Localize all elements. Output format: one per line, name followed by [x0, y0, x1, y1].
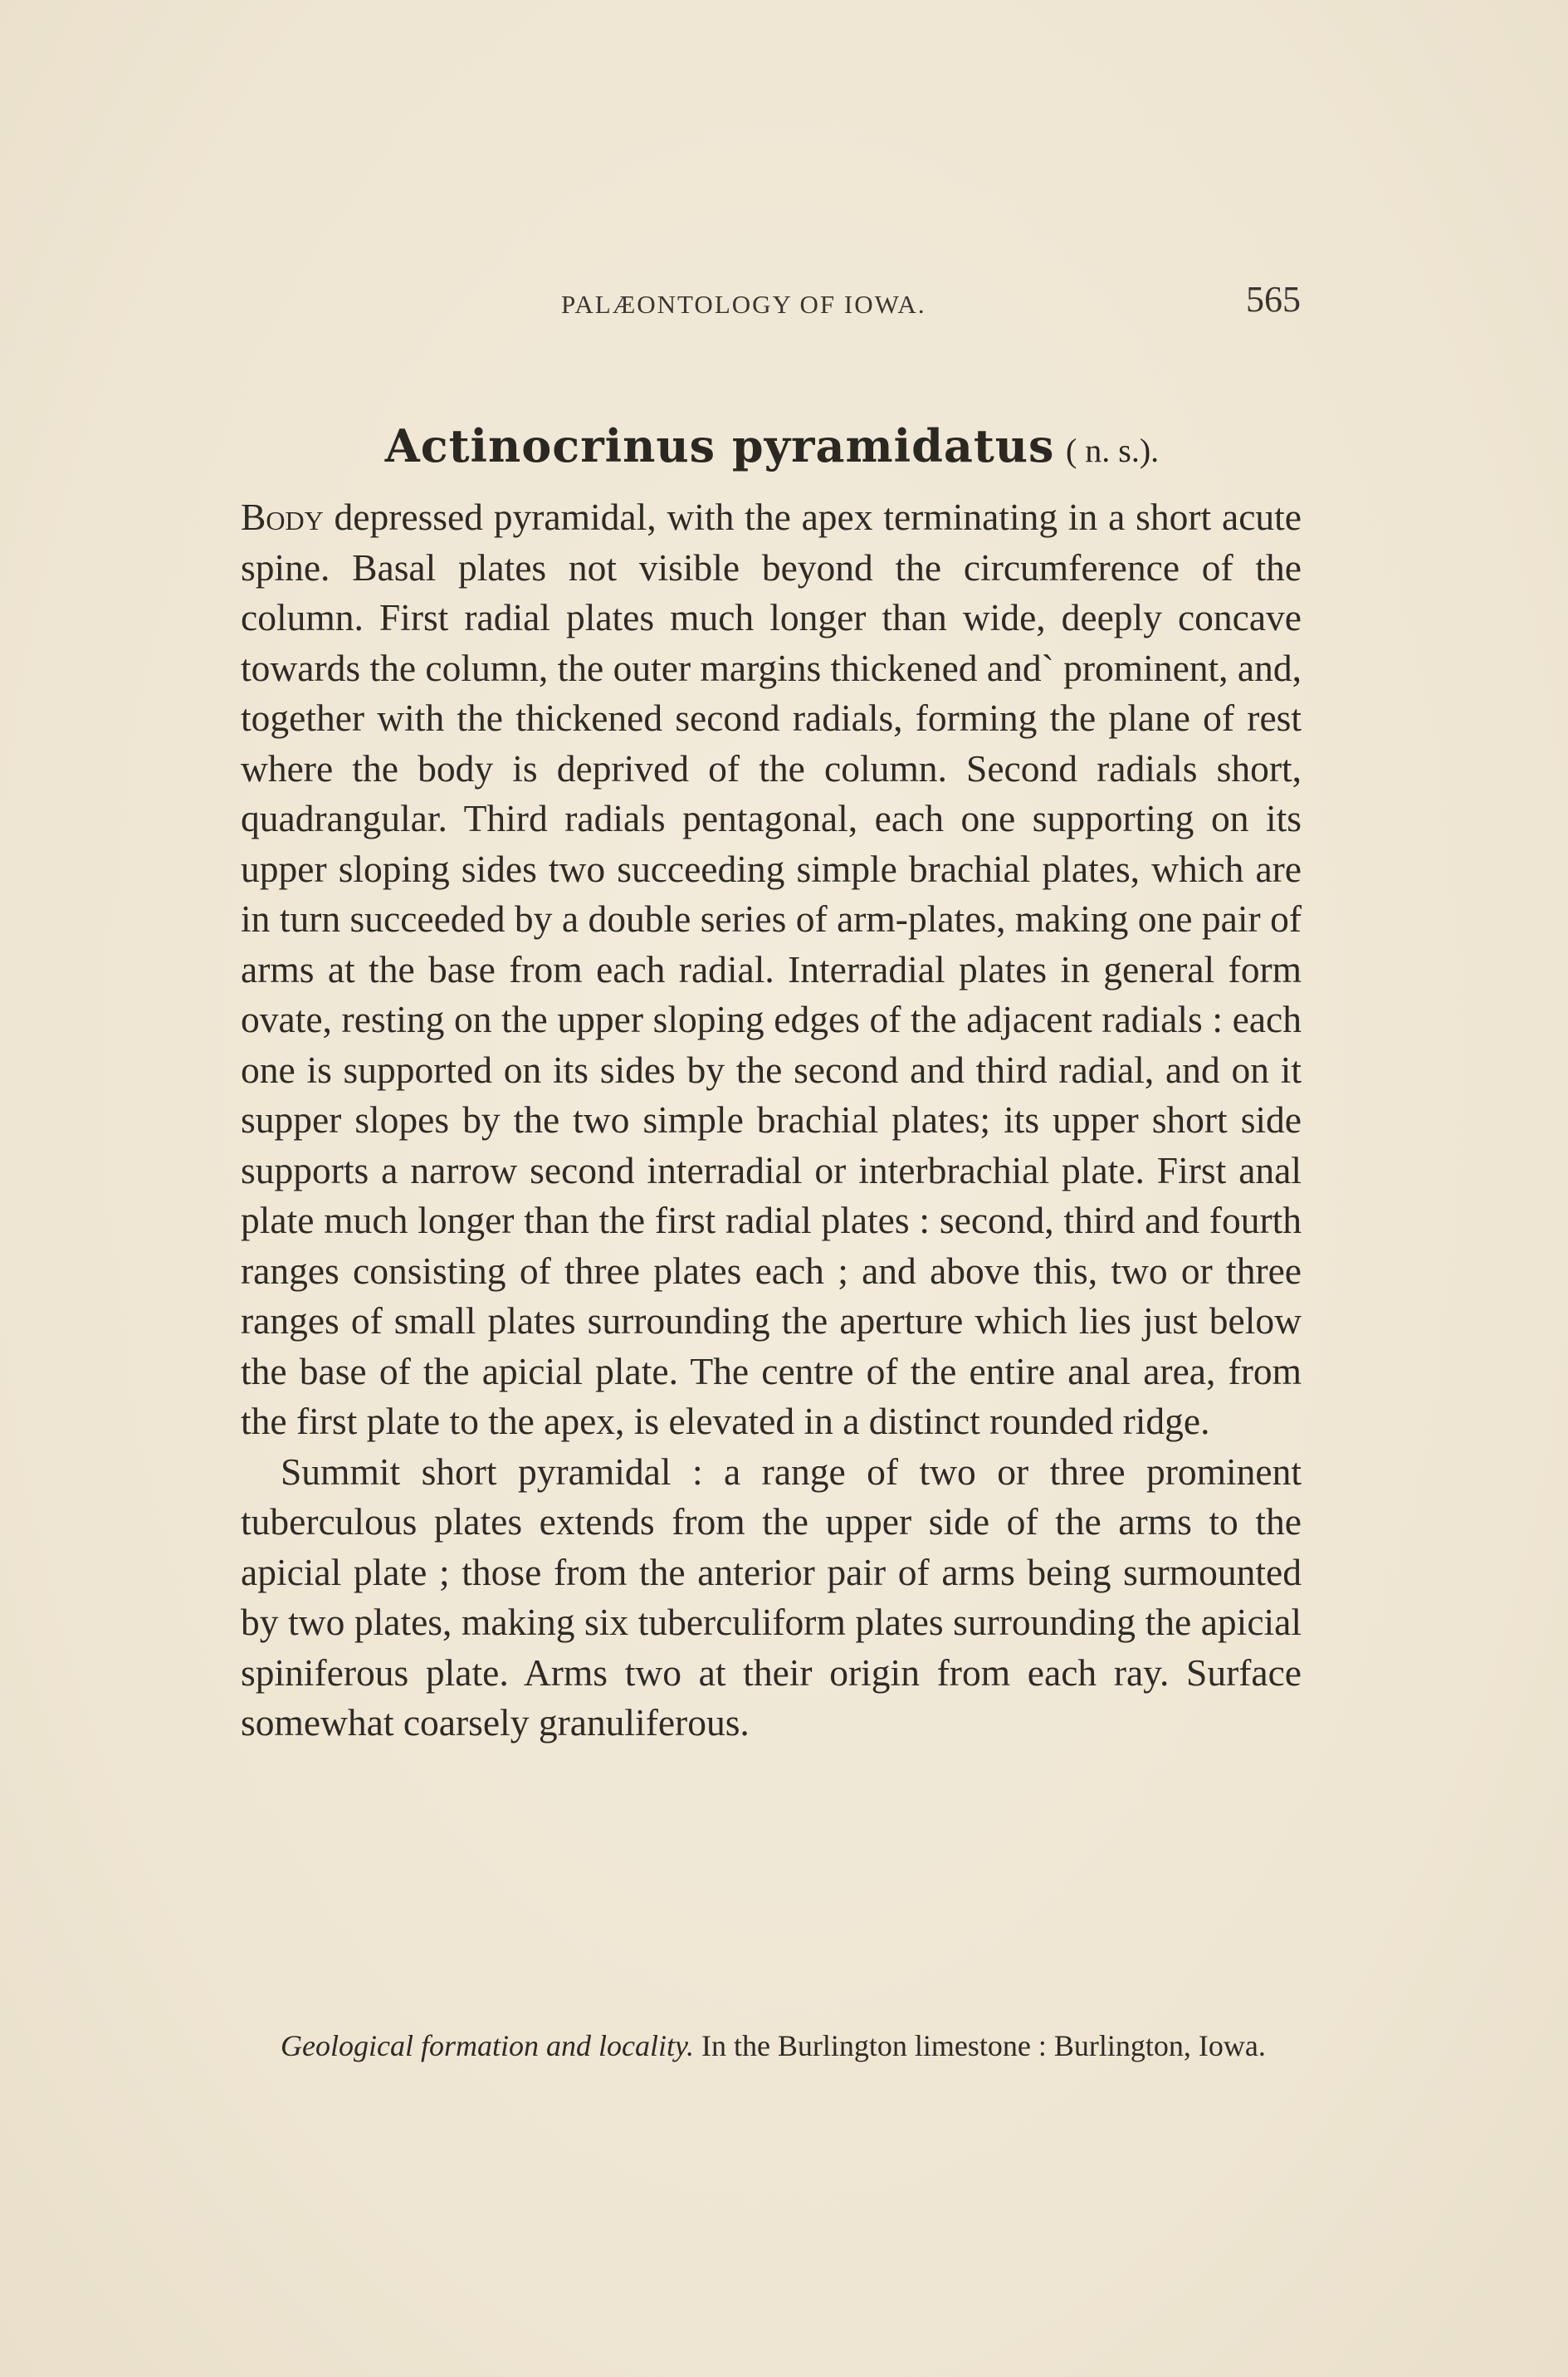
locality-text: In the Burlington limestone : Burlington, Iowa.: [693, 2029, 1266, 2062]
locality-note: [241, 2022, 1302, 2070]
running-head: PALÆONTOLOGY OF IOWA.: [561, 290, 926, 319]
species-description: [241, 492, 1302, 1749]
paragraph-1-text: depressed pyramidal, with the apex terminating in a short acute spine. Basal plates not visible beyond the circumference of the column. First radial plates much longer than wide, deeply concave towards the column, the outer margins thickened and` prominent, and, together with the thickened second radials, forming the plane of rest where the body is deprived of the column. Second radials short, quadrangular. Third radials pentagonal, each one supporting on its upper sloping sides two succeeding simple brachial plates, which are in turn succeeded by a double series of arm-plates, making one pair of arms at the base from each radial. Interradial plates in general form ovate, resting on the upper sloping edges of the adjacent radials : each one is supported on its sides by the second and third radial, and on it supper slopes by the two simple brachial plates; its upper short side supports a narrow second interradial or interbrachial plate. First anal plate much longer than the first radial plates : second, third and fourth ranges consisting of three plates each ; and above this, two or three ranges of small plates surrounding the aperture which lies just below the base of the apicial plate. The centre of the entire anal area, from the first plate to the apex, is elevated in a distinct rounded ridge.: [241, 496, 1302, 1442]
paragraph-lead-word: Body: [241, 496, 324, 538]
species-name: Actinocrinus pyramidatus: [384, 419, 1055, 472]
species-designation: ( n. s.).: [1065, 432, 1160, 469]
page-number: 565: [1246, 279, 1301, 320]
description-paragraph-2: Summit short pyramidal : a range of two or three prominent tuberculous plates extends from the upper side of the arms to the apicial plate ; those from the anterior pair of arms being surmounted by two plates, making six tuberculiform plates surrounding the apicial spiniferous plate. Arms two at their origin from each ray. Surface somewhat coarsely granuliferous.: [241, 1450, 1302, 1744]
species-title: [241, 419, 1303, 472]
description-paragraph-1: [241, 492, 1302, 1447]
locality-label: Geological formation and locality.: [281, 2029, 694, 2062]
page-header: [241, 278, 1303, 328]
